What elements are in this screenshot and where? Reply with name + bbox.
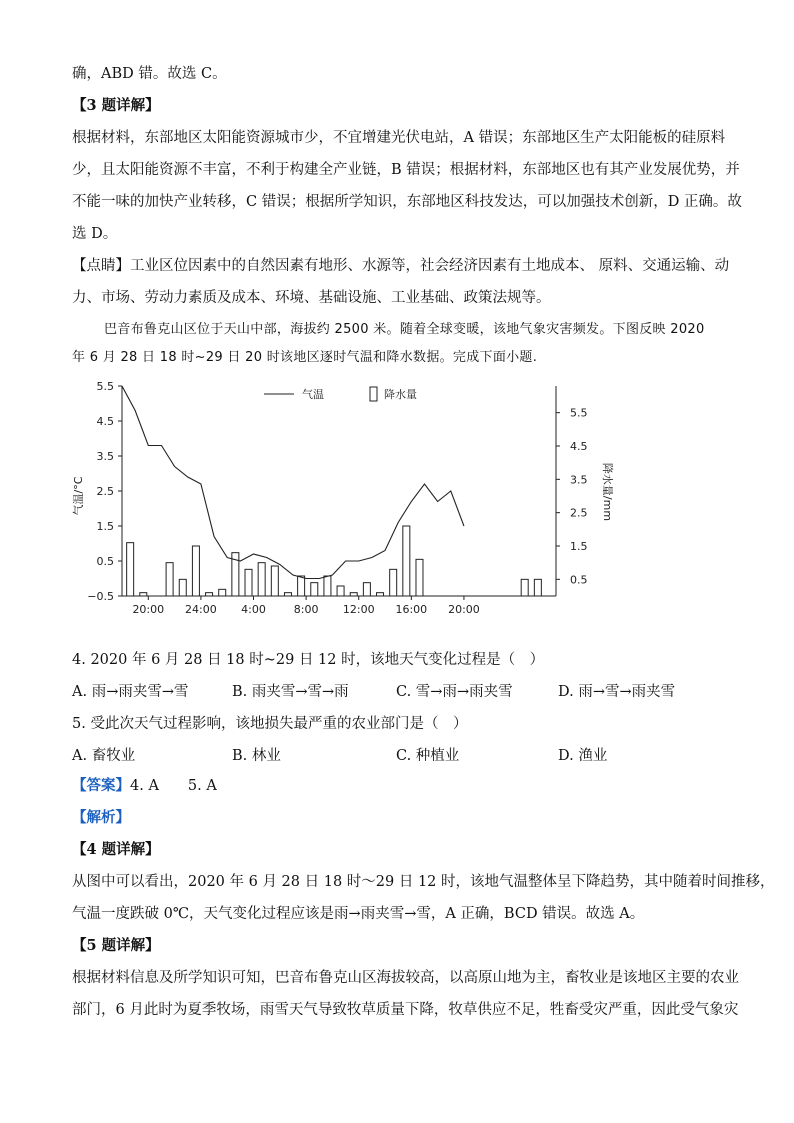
answer-text: 4. A 5. A xyxy=(130,778,217,794)
question-5-option-a[interactable]: A. 畜牧业 xyxy=(72,748,136,764)
question-4-option-d[interactable]: D. 雨→雪→雨夹雪 xyxy=(558,684,676,700)
question-4-option-c[interactable]: C. 雪→雨→雨夹雪 xyxy=(396,684,513,700)
left-tick-label: 4.5 xyxy=(96,415,114,428)
precipitation-bar xyxy=(284,593,291,596)
precipitation-bar xyxy=(127,543,134,596)
x-tick-label: 20:00 xyxy=(448,603,480,616)
q4-detail-title: 【4 题详解】 xyxy=(72,841,160,858)
precipitation-bar xyxy=(403,526,410,596)
text-line: 力、市场、劳动力素质及成本、环境、基础设施、工业基础、政策法规等。 xyxy=(72,290,551,306)
left-axis-label: 气温/°C xyxy=(72,476,85,516)
precipitation-bar xyxy=(258,563,265,596)
text-line: 少，且太阳能资源不丰富，不利于构建全产业链，B 错误；根据材料，东部地区也有其产业发展优势，并 xyxy=(72,162,740,178)
right-tick-label: 2.5 xyxy=(570,506,588,520)
material-intro: 年 6 月 28 日 18 时~29 日 20 时该地区逐时气温和降水数据。完成下面小题. xyxy=(72,350,538,365)
precipitation-bar xyxy=(324,576,331,596)
x-tick-label: 16:00 xyxy=(395,603,428,616)
section-heading: 【3 题详解】 xyxy=(72,97,160,114)
precipitation-bar xyxy=(350,593,357,596)
right-tick-label: 0.5 xyxy=(570,573,588,587)
text-line: 选 D。 xyxy=(72,226,118,242)
text-line: 不能一味的加快产业转移，C 错误；根据所学知识，东部地区科技发达，可以加强技术创新，D 正确。故 xyxy=(72,194,742,210)
temperature-precipitation-chart xyxy=(0,372,794,632)
legend-bar-swatch xyxy=(370,387,377,401)
text-line: 从图中可以看出，2020 年 6 月 28 日 18 时～29 日 12 时，该地气温整体呈下降趋势，其中随着时间推移， xyxy=(72,874,775,890)
precipitation-bar xyxy=(534,579,541,596)
question-4-option-a[interactable]: A. 雨→雨夹雪→雪 xyxy=(72,684,189,700)
precipitation-bar xyxy=(521,579,528,596)
right-tick-label: 4.5 xyxy=(570,440,588,453)
right-axis-label: 降水量/mm xyxy=(601,462,614,522)
text-line: 确，ABD 错。故选 C。 xyxy=(72,66,227,82)
precipitation-bar xyxy=(377,593,384,596)
precipitation-bar xyxy=(140,593,147,596)
question-4-stem: 4. 2020 年 6 月 28 日 18 时~29 日 12 时，该地天气变化过程是（ ） xyxy=(72,652,545,668)
right-tick-label: 5.5 xyxy=(570,406,588,420)
x-tick-label: 20:00 xyxy=(132,603,165,616)
question-4-option-b[interactable]: B. 雨夹雪→雪→雨 xyxy=(232,684,349,700)
precipitation-bar xyxy=(337,586,344,596)
answer-tag: 【答案】 xyxy=(72,777,130,794)
precipitation-bar xyxy=(206,593,213,596)
temperature-line xyxy=(122,386,464,579)
x-tick-label: 24:00 xyxy=(185,603,217,616)
left-tick-label: 5.5 xyxy=(96,380,114,393)
precipitation-bar xyxy=(192,546,199,596)
text-line: 部门，6 月此时为夏季牧场，雨雪天气导致牧草质量下降，牧草供应不足，牲畜受灾严重，因此受气象灾 xyxy=(72,1002,739,1018)
right-tick-label: 3.5 xyxy=(570,473,588,487)
text-line: 根据材料，东部地区太阳能资源城市少，不宜增建光伏电站，A 错误；东部地区生产太阳能板的硅原料 xyxy=(72,130,726,146)
legend-temperature-label: 气温 xyxy=(302,388,324,401)
answer-line xyxy=(72,776,217,796)
precipitation-bar xyxy=(298,576,305,596)
precipitation-bar xyxy=(245,569,252,596)
q5-detail-title: 【5 题详解】 xyxy=(72,937,160,954)
x-tick-label: 8:00 xyxy=(293,603,319,616)
question-5-option-d[interactable]: D. 渔业 xyxy=(558,748,608,764)
precipitation-bar xyxy=(166,563,173,596)
question-5-stem: 5. 受此次天气过程影响，该地损失最严重的农业部门是（ ） xyxy=(72,716,468,732)
right-tick-label: 1.5 xyxy=(570,540,588,553)
analysis-title: 【解析】 xyxy=(72,809,130,826)
precipitation-bar xyxy=(311,583,318,596)
precipitation-bar xyxy=(271,566,278,596)
text-line: 根据材料信息及所学知识可知，巴音布鲁克山区海拔较高，以高原山地为主，畜牧业是该地区主要的农业 xyxy=(72,970,739,986)
tip-line: 【点睛】工业区位因素中的自然因素有地形、水源等，社会经济因素有土地成本、 原料、交通运输、动 xyxy=(72,258,730,274)
left-tick-label: 3.5 xyxy=(96,450,114,463)
legend-precipitation-label: 降水量 xyxy=(384,388,417,401)
left-tick-label: −0.5 xyxy=(87,590,114,603)
x-tick-label: 4:00 xyxy=(241,603,266,616)
left-tick-label: 2.5 xyxy=(96,485,114,498)
material-intro: 巴音布鲁克山区位于天山中部，海拔约 2500 米。随着全球变暖，该地气象灾害频发。下图反映 2020 xyxy=(104,322,705,337)
precipitation-bar xyxy=(219,589,226,596)
question-5-option-c[interactable]: C. 种植业 xyxy=(396,748,460,764)
left-tick-label: 0.5 xyxy=(96,555,114,568)
precipitation-bar xyxy=(363,583,370,596)
left-tick-label: 1.5 xyxy=(96,520,114,533)
precipitation-bar xyxy=(390,569,397,596)
question-5-option-b[interactable]: B. 林业 xyxy=(232,748,281,764)
precipitation-bar xyxy=(179,579,186,596)
text-line: 气温一度跌破 0℃，天气变化过程应该是雨→雨夹雪→雪，A 正确，BCD 错误。故选 A。 xyxy=(72,906,645,922)
precipitation-bar xyxy=(416,559,423,596)
x-tick-label: 12:00 xyxy=(342,603,375,616)
